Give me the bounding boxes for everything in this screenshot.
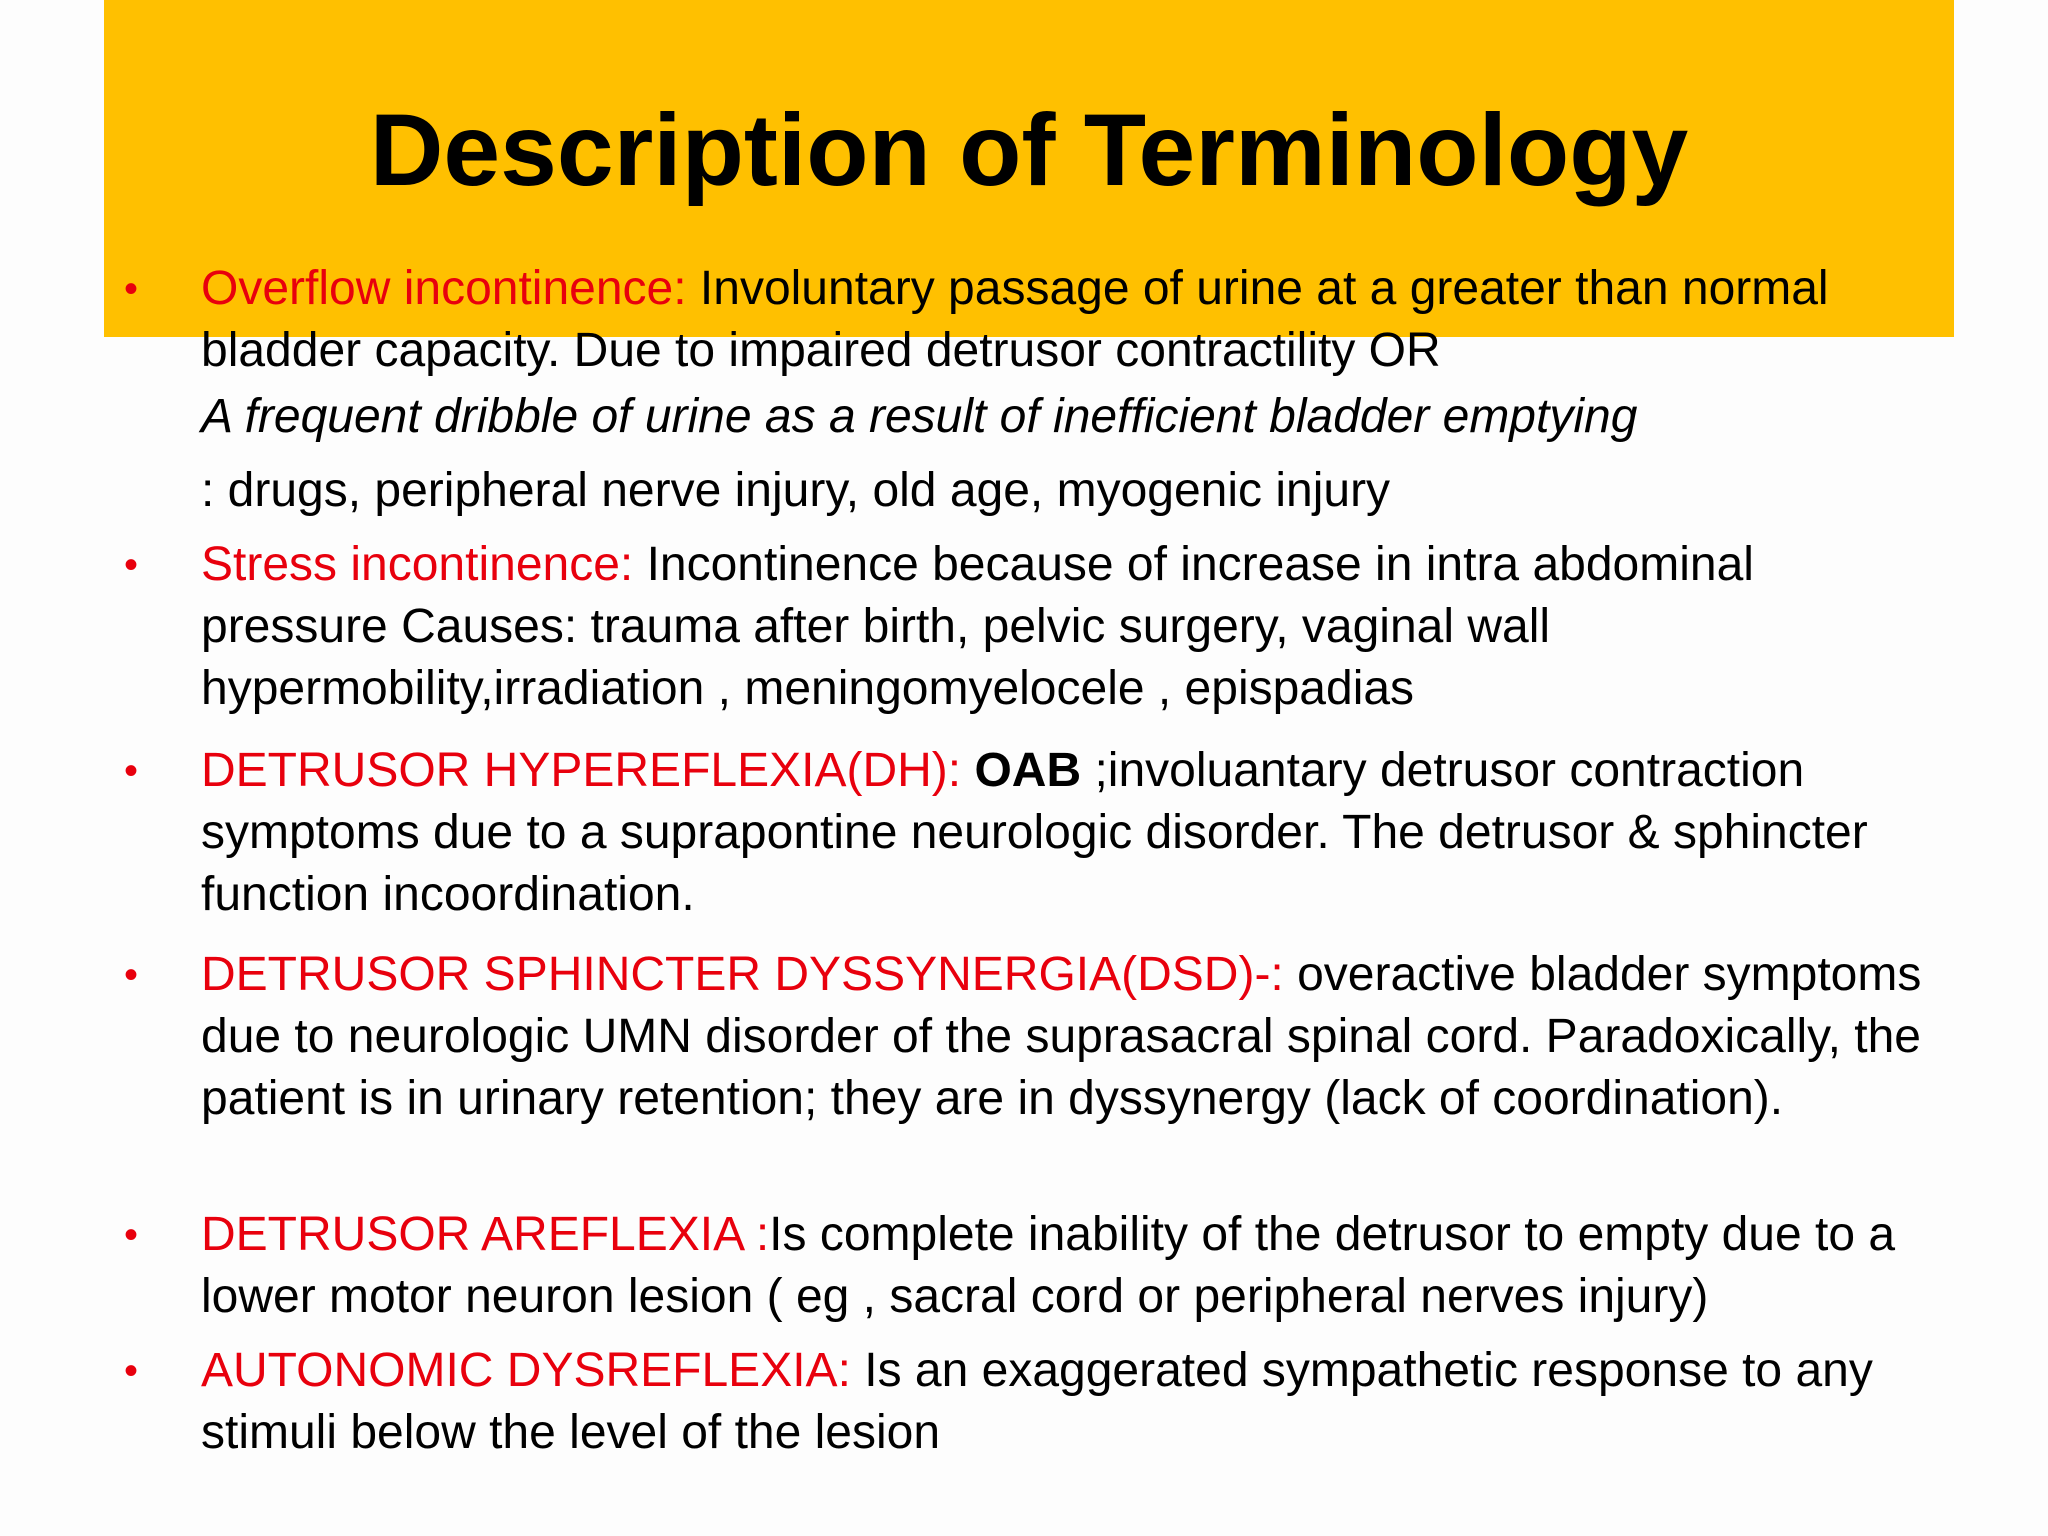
list-item-detrusor-sphincter-dyssynergia bbox=[201, 944, 1941, 1130]
bullet-marker: • bbox=[124, 1213, 139, 1257]
term-detrusor-hypereflexia: DETRUSOR HYPEREFLEXIA(DH): bbox=[201, 744, 962, 797]
definition-overflow-incontinence: Involuntary passage of urine at a greater than normal bladder capacity. Due to impaired detrusor contractility OR bbox=[201, 262, 1829, 377]
term-autonomic-dysreflexia: AUTONOMIC DYSREFLEXIA: bbox=[201, 1344, 851, 1397]
definition-stress-incontinence: Incontinence because of increase in intra abdominal pressure Causes: trauma after birth, pelvic surgery, vaginal wall hypermobility,irradiation , meningomyelocele , epispadias bbox=[201, 538, 1754, 715]
bullet-marker: • bbox=[124, 953, 139, 997]
list-item-detrusor-areflexia bbox=[201, 1204, 1941, 1328]
term-overflow-incontinence: Overflow incontinence: bbox=[201, 262, 687, 315]
slide-title: Description of Terminology bbox=[369, 93, 1689, 207]
definition-autonomic-dysreflexia: Is an exaggerated sympathetic response to any stimuli below the level of the lesion bbox=[201, 1344, 1873, 1459]
oab-bold-text: OAB bbox=[961, 744, 1082, 797]
list-item-stress-incontinence bbox=[201, 534, 1941, 720]
bullet-marker: • bbox=[124, 543, 139, 587]
overflow-causes-line: : drugs, peripheral nerve injury, old age, myogenic injury bbox=[201, 464, 1391, 517]
definition-detrusor-hypereflexia: ;involuantary detrusor contraction symptoms due to a suprapontine neurologic disorder. The detrusor & sphincter function incoordination. bbox=[201, 744, 1868, 921]
term-detrusor-areflexia: DETRUSOR AREFLEXIA : bbox=[201, 1208, 770, 1261]
list-item-overflow-incontinence bbox=[201, 258, 1941, 382]
list-item-autonomic-dysreflexia bbox=[201, 1340, 1941, 1464]
term-stress-incontinence: Stress incontinence: bbox=[201, 538, 634, 591]
overflow-italic-line: A frequent dribble of urine as a result of inefficient bladder emptying bbox=[201, 390, 1638, 443]
list-item-detrusor-hypereflexia bbox=[201, 740, 1941, 926]
bullet-marker: • bbox=[124, 267, 139, 311]
term-detrusor-sphincter-dyssynergia: DETRUSOR SPHINCTER DYSSYNERGIA(DSD)-: bbox=[201, 948, 1284, 1001]
definition-detrusor-areflexia: Is complete inability of the detrusor to empty due to a lower motor neuron lesion ( eg , sacral cord or peripheral nerves injury) bbox=[201, 1208, 1896, 1323]
bullet-marker: • bbox=[124, 1349, 139, 1393]
bullet-marker: • bbox=[124, 749, 139, 793]
definition-detrusor-sphincter-dyssynergia: overactive bladder symptoms due to neurologic UMN disorder of the suprasacral spinal cord. Paradoxically, the patient is in urinary retention; they are in dyssynergy (lack of coordination). bbox=[201, 948, 1922, 1125]
